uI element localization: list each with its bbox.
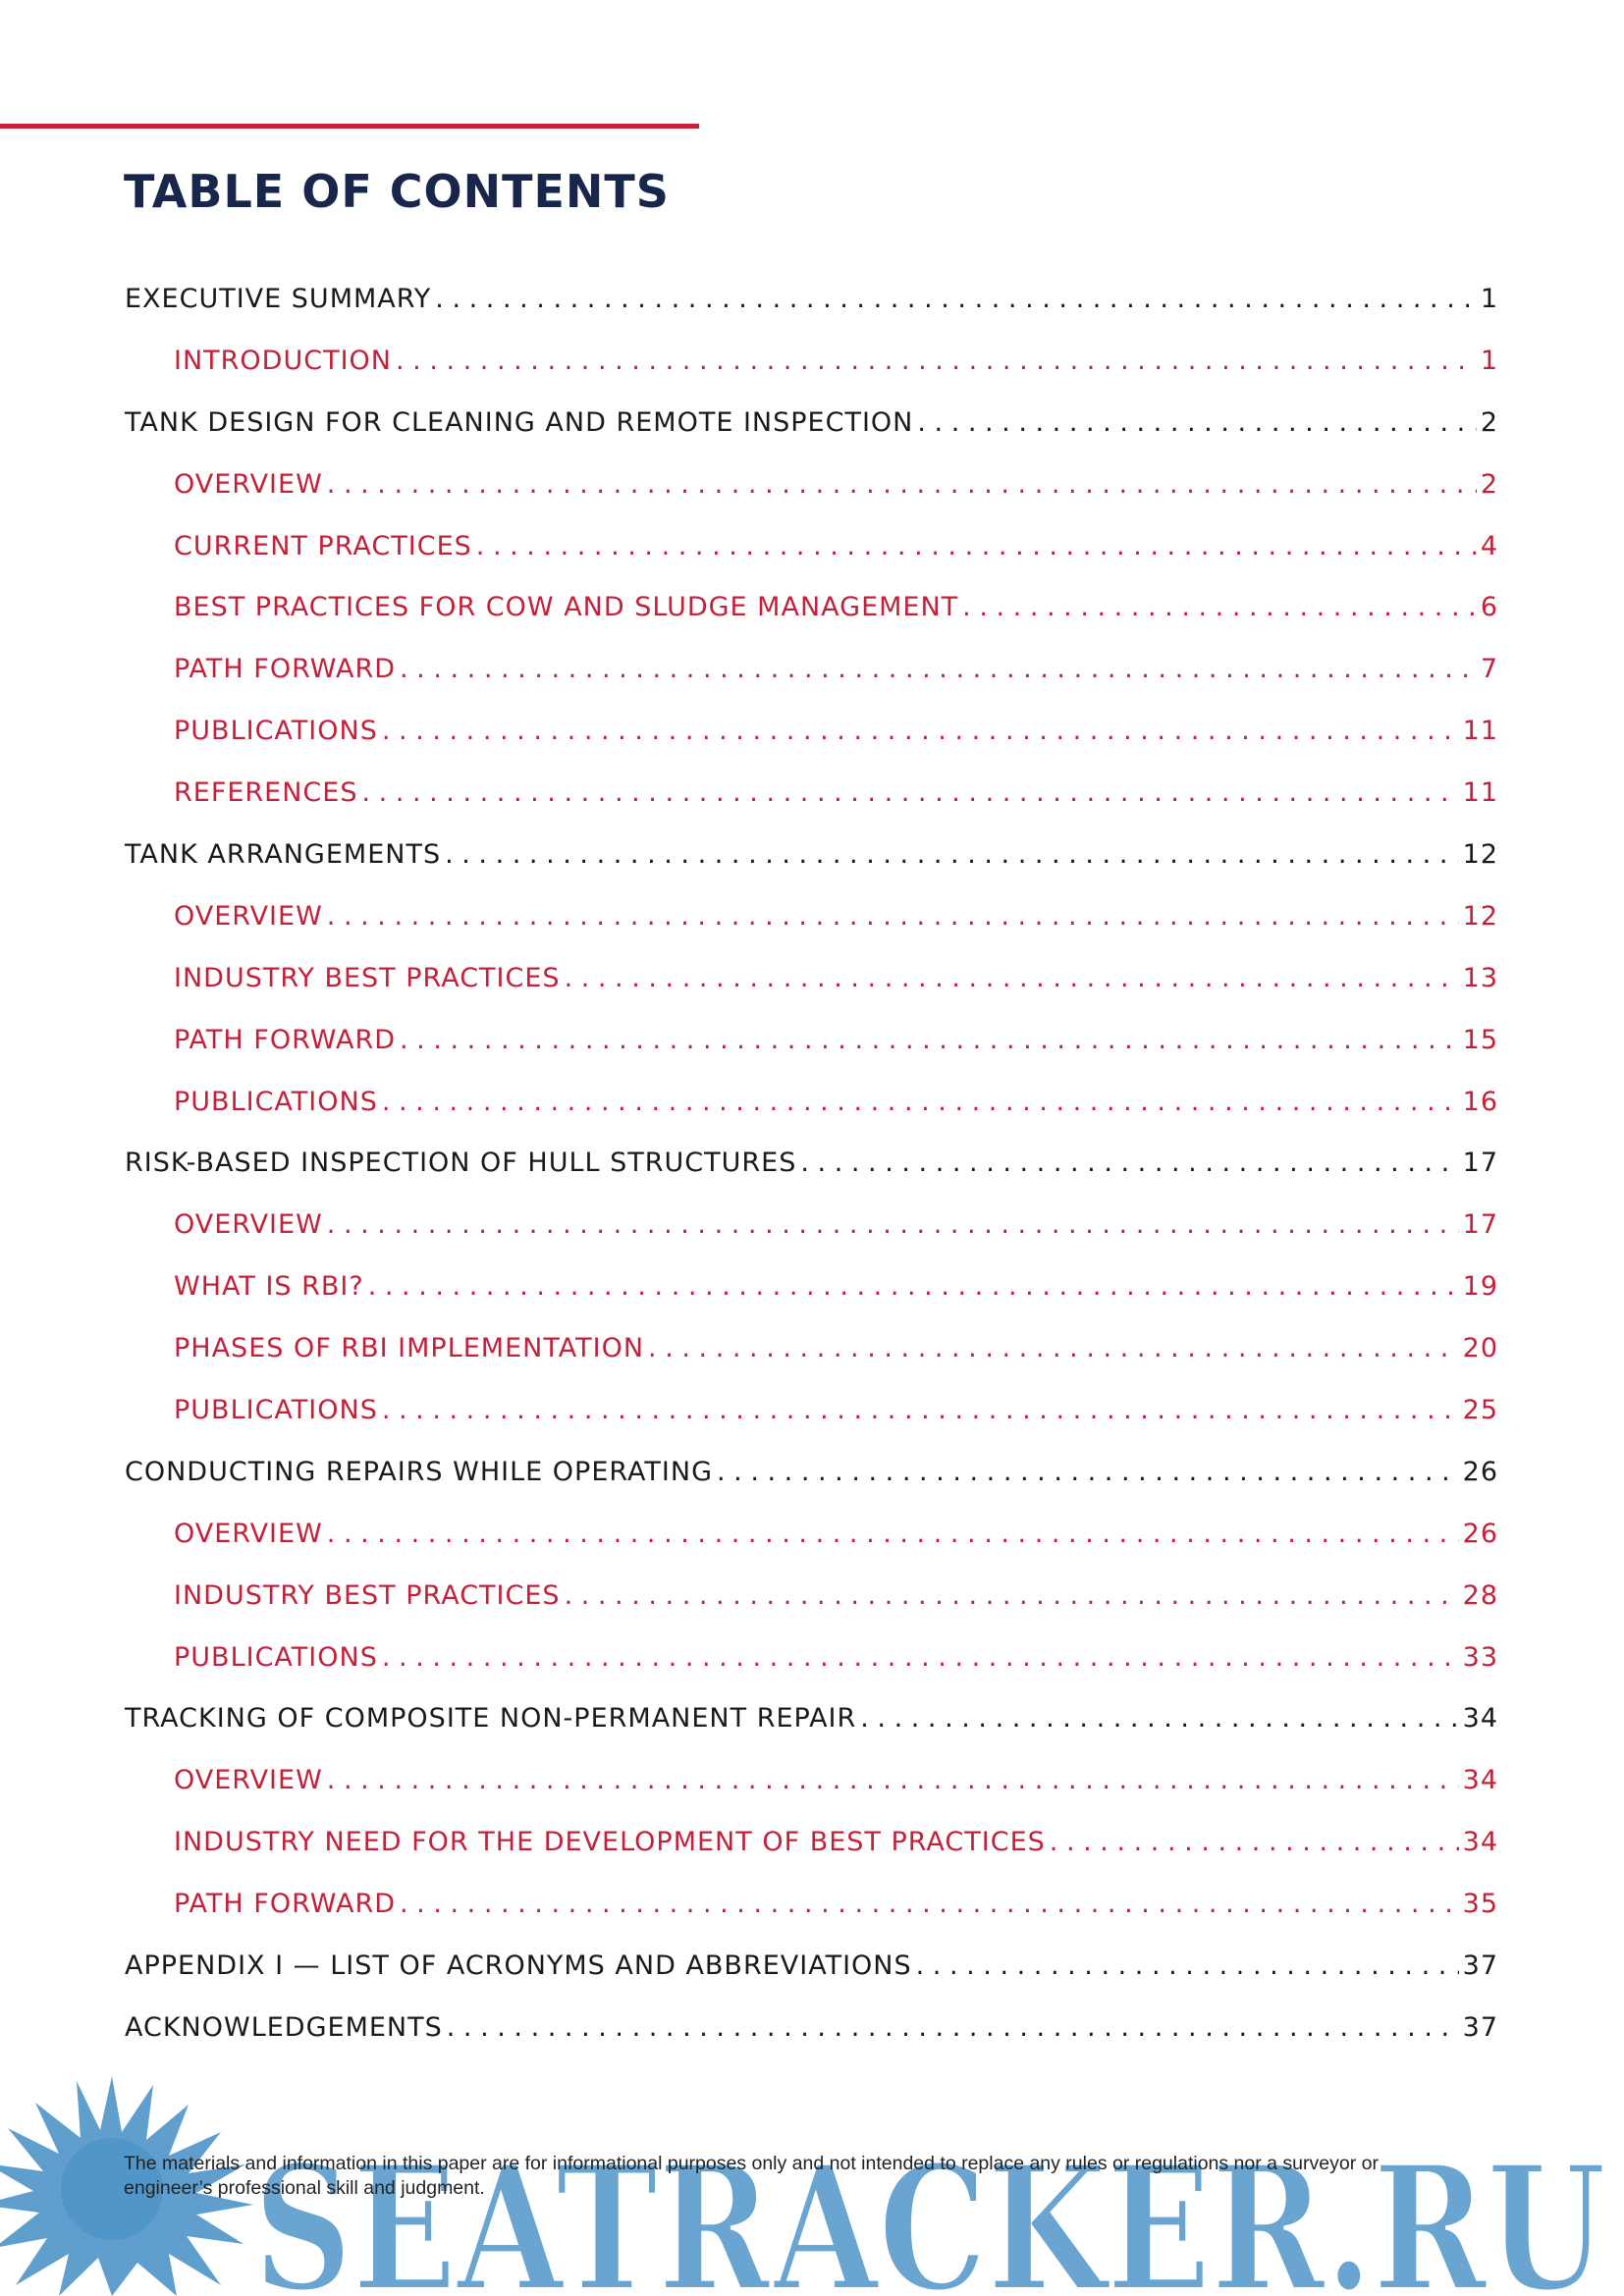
toc-entry-label: TRACKING OF COMPOSITE NON-PERMANENT REPAIR <box>125 1703 857 1735</box>
toc-entry-subsection[interactable] <box>125 1023 1498 1085</box>
toc-entry-section[interactable] <box>125 1455 1498 1517</box>
toc-entry-page: 2 <box>1480 468 1498 500</box>
toc-dot-leader <box>860 1701 1458 1736</box>
toc-entry-label: TANK ARRANGEMENTS <box>125 839 442 871</box>
toc-entry-page: 37 <box>1462 2011 1498 2043</box>
toc-dot-leader <box>382 1393 1459 1428</box>
toc-entry-label: PUBLICATIONS <box>174 1086 378 1117</box>
toc-entry-page: 6 <box>1480 592 1498 623</box>
toc-dot-leader <box>368 1269 1459 1305</box>
toc-entry-section[interactable] <box>125 282 1498 344</box>
toc-entry-label: RISK-BASED INSPECTION OF HULL STRUCTURES <box>125 1148 797 1179</box>
toc-entry-section[interactable] <box>125 1146 1498 1207</box>
toc-entry-page: 19 <box>1462 1271 1498 1303</box>
toc-entry-label: OVERVIEW <box>174 900 323 932</box>
toc-entry-page: 12 <box>1462 900 1498 932</box>
toc-entry-subsection[interactable] <box>125 1085 1498 1147</box>
toc-entry-subsection[interactable] <box>125 1640 1498 1702</box>
toc-entry-page: 2 <box>1480 406 1498 438</box>
toc-dot-leader <box>400 652 1477 687</box>
toc-entry-label: ACKNOWLEDGEMENTS <box>125 2011 443 2043</box>
toc-dot-leader <box>361 775 1458 811</box>
toc-dot-leader <box>327 899 1459 934</box>
toc-entry-label: INTRODUCTION <box>174 345 392 376</box>
toc-entry-label: OVERVIEW <box>174 1518 323 1549</box>
toc-entry-page: 13 <box>1462 962 1498 993</box>
toc-dot-leader <box>327 467 1477 503</box>
toc-dot-leader <box>327 1207 1459 1243</box>
toc-dot-leader <box>800 1146 1458 1181</box>
toc-dot-leader <box>476 529 1477 564</box>
toc-dot-leader <box>400 1887 1459 1922</box>
toc-dot-leader <box>447 2010 1459 2046</box>
toc-entry-page: 34 <box>1462 1827 1498 1858</box>
toc-entry-page: 12 <box>1462 839 1498 871</box>
toc-entry-page: 35 <box>1462 1889 1498 1920</box>
toc-entry-label: PHASES OF RBI IMPLEMENTATION <box>174 1333 645 1364</box>
toc-entry-label: CONDUCTING REPAIRS WHILE OPERATING <box>125 1456 714 1487</box>
toc-dot-leader <box>445 837 1459 873</box>
toc-entry-subsection[interactable] <box>125 1763 1498 1825</box>
toc-entry-page: 34 <box>1462 1765 1498 1796</box>
toc-entry-subsection[interactable] <box>125 1393 1498 1455</box>
toc-entry-subsection[interactable] <box>125 961 1498 1023</box>
disclaimer-text: The materials and information in this paper are for informational purposes only and not intended to replace any rules or regulations nor a surveyor or engineer’s professional skill and judgment. <box>124 2153 1379 2199</box>
toc-entry-subsection[interactable] <box>125 775 1498 837</box>
toc-entry-section[interactable] <box>125 837 1498 899</box>
toc-entry-subsection[interactable] <box>125 1331 1498 1393</box>
toc-entry-label: PATH FORWARD <box>174 1024 396 1055</box>
toc-entry-label: INDUSTRY BEST PRACTICES <box>174 1579 561 1611</box>
toc-entry-label: PUBLICATIONS <box>174 1641 378 1673</box>
toc-entry-page: 26 <box>1462 1456 1498 1487</box>
toc-entry-subsection[interactable] <box>125 590 1498 652</box>
toc-entry-label: EXECUTIVE SUMMARY <box>125 284 432 314</box>
toc-entry-page: 17 <box>1462 1148 1498 1179</box>
toc-entry-label: BEST PRACTICES FOR COW AND SLUDGE MANAGEMENT <box>174 592 959 623</box>
toc-entry-section[interactable] <box>125 1701 1498 1763</box>
toc-dot-leader <box>435 282 1477 317</box>
toc-entry-label: OVERVIEW <box>174 1765 323 1796</box>
toc-entry-section[interactable] <box>125 405 1498 467</box>
toc-dot-leader <box>1050 1825 1459 1860</box>
toc-entry-label: CURRENT PRACTICES <box>174 530 472 561</box>
toc-entry-subsection[interactable] <box>125 344 1498 405</box>
toc-entry-label: APPENDIX I — LIST OF ACRONYMS AND ABBREVIATIONS <box>125 1950 912 1982</box>
top-accent-rule <box>0 124 699 129</box>
toc-entry-page: 26 <box>1462 1518 1498 1549</box>
toc-entry-page: 1 <box>1480 284 1498 314</box>
toc-entry-page: 28 <box>1462 1579 1498 1611</box>
toc-entry-label: WHAT IS RBI? <box>174 1271 364 1303</box>
toc-dot-leader <box>400 1023 1459 1058</box>
toc-entry-page: 15 <box>1462 1024 1498 1055</box>
toc-dot-leader <box>382 1085 1459 1120</box>
toc-dot-leader <box>916 1949 1459 1984</box>
toc-entry-page: 17 <box>1462 1209 1498 1241</box>
toc-dot-leader <box>396 344 1477 379</box>
toc-dot-leader <box>917 405 1476 441</box>
toc-entry-subsection[interactable] <box>125 899 1498 961</box>
toc-entry-label: OVERVIEW <box>174 468 323 500</box>
toc-dot-leader <box>327 1763 1459 1798</box>
toc-entry-page: 33 <box>1462 1641 1498 1673</box>
toc-entry-subsection[interactable] <box>125 714 1498 775</box>
toc-entry-page: 25 <box>1462 1395 1498 1426</box>
toc-entry-label: PATH FORWARD <box>174 1889 396 1920</box>
toc-entry-page: 11 <box>1462 777 1498 809</box>
toc-entry-subsection[interactable] <box>125 529 1498 591</box>
toc-entry-subsection[interactable] <box>125 1517 1498 1578</box>
toc-entry-label: REFERENCES <box>174 777 358 809</box>
toc-entry-label: PUBLICATIONS <box>174 716 378 747</box>
toc-entry-label: PATH FORWARD <box>174 654 396 685</box>
toc-dot-leader <box>648 1331 1459 1366</box>
toc-entry-page: 7 <box>1480 654 1498 685</box>
table-of-contents <box>125 282 1498 2072</box>
toc-entry-page: 16 <box>1462 1086 1498 1117</box>
toc-entry-subsection[interactable] <box>125 652 1498 714</box>
toc-entry-subsection[interactable] <box>125 1887 1498 1949</box>
toc-entry-page: 20 <box>1462 1333 1498 1364</box>
toc-dot-leader <box>382 714 1459 749</box>
toc-entry-label: TANK DESIGN FOR CLEANING AND REMOTE INSPECTION <box>125 406 914 438</box>
toc-entry-subsection[interactable] <box>125 467 1498 529</box>
watermark-text: SEATRACKER.RU <box>253 2127 1606 2296</box>
toc-entry-page: 11 <box>1462 716 1498 747</box>
toc-dot-leader <box>327 1517 1459 1552</box>
toc-entry-label: PUBLICATIONS <box>174 1395 378 1426</box>
page-title: TABLE OF CONTENTS <box>124 165 670 218</box>
toc-entry-page: 1 <box>1480 345 1498 376</box>
toc-entry-page: 37 <box>1462 1950 1498 1982</box>
toc-entry-subsection[interactable] <box>125 1207 1498 1269</box>
toc-dot-leader <box>382 1640 1459 1676</box>
toc-dot-leader <box>565 961 1459 996</box>
toc-dot-leader <box>962 590 1477 625</box>
toc-entry-page: 4 <box>1480 530 1498 561</box>
toc-entry-subsection[interactable] <box>125 1825 1498 1887</box>
toc-entry-page: 34 <box>1462 1703 1498 1735</box>
toc-entry-label: OVERVIEW <box>174 1209 323 1241</box>
toc-entry-label: INDUSTRY BEST PRACTICES <box>174 962 561 993</box>
toc-entry-subsection[interactable] <box>125 1269 1498 1331</box>
toc-dot-leader <box>565 1578 1459 1614</box>
toc-entry-label: INDUSTRY NEED FOR THE DEVELOPMENT OF BEST PRACTICES <box>174 1827 1046 1858</box>
toc-dot-leader <box>717 1455 1459 1490</box>
toc-entry-section[interactable] <box>125 1949 1498 2010</box>
toc-entry-subsection[interactable] <box>125 1578 1498 1640</box>
